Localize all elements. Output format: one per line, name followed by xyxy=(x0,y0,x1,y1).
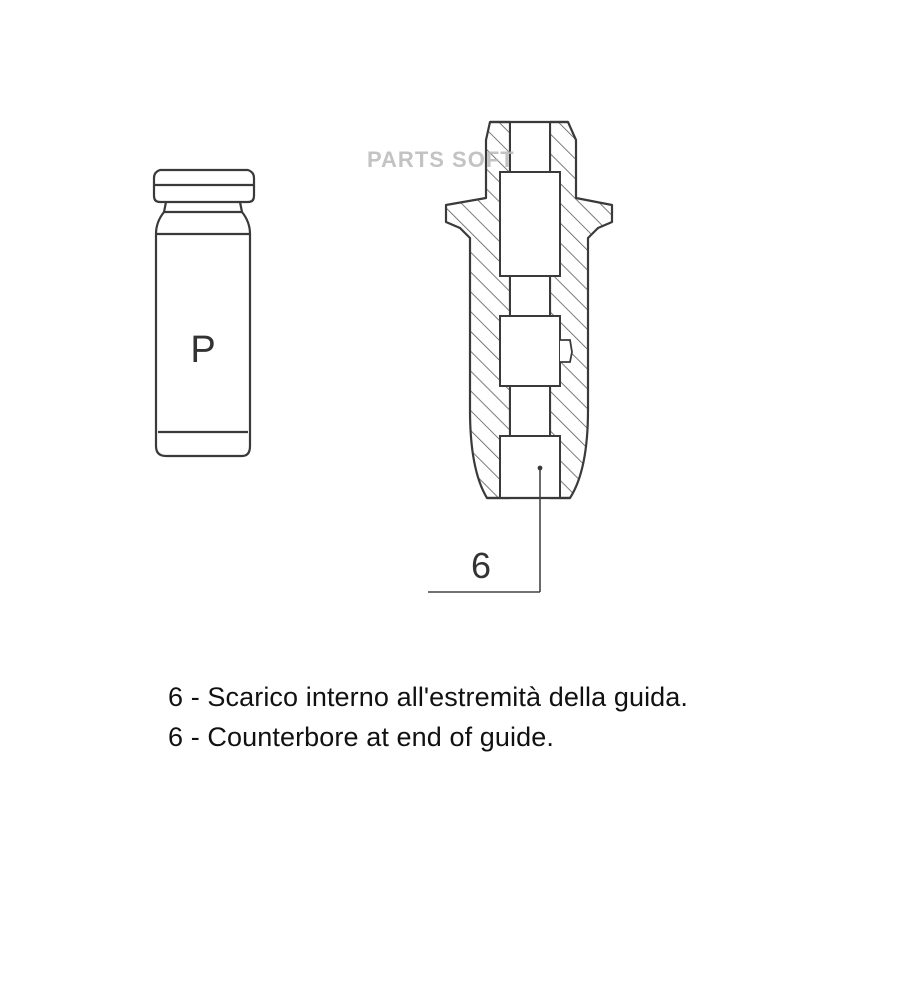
middle-relief xyxy=(500,316,560,386)
valve-guide-section-view-icon xyxy=(446,122,612,498)
caption-italian: 6 - Scarico interno all'estremità della guida. xyxy=(168,682,689,712)
top-counterbore xyxy=(500,172,560,276)
callout-number: 6 xyxy=(470,545,492,586)
guide-marking-letter: P xyxy=(190,329,216,371)
guide-shoulder xyxy=(156,212,250,234)
watermark: PARTS SOFT xyxy=(367,147,515,172)
bottom-counterbore xyxy=(500,436,560,498)
lube-hole xyxy=(560,340,572,362)
guide-neck xyxy=(164,202,242,212)
caption-english: 6 - Counterbore at end of guide. xyxy=(168,722,554,752)
callout-dot xyxy=(538,466,543,471)
valve-guide-side-view-icon xyxy=(154,170,254,456)
